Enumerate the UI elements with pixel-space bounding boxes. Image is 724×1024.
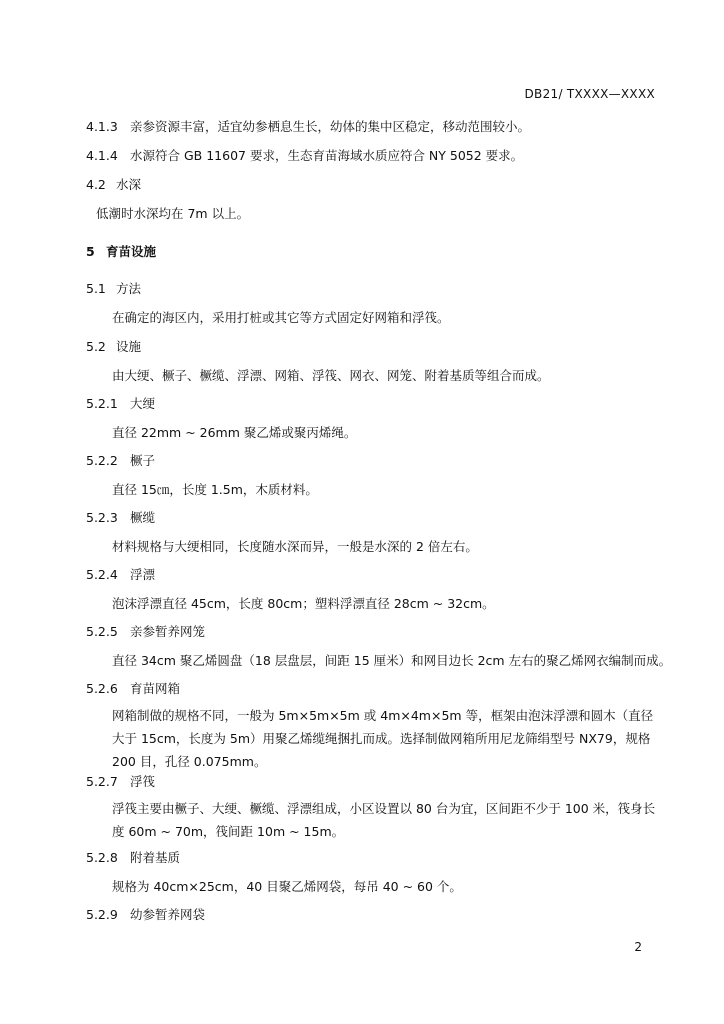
- body-text: 直径 22mm ~ 26mm 聚乙烯或聚丙烯绳。: [112, 425, 357, 440]
- clause-number: 5.2.9: [86, 907, 118, 922]
- clause-number: 4.1.4: [86, 148, 118, 163]
- body-text: 直径 34cm 聚乙烯圆盘（18 层盘层，间距 15 厘米）和网目边长 2cm 左右的聚乙烯网衣编制而成。: [112, 653, 672, 668]
- clause-4-1-4: [86, 148, 656, 164]
- clause-heading: 橛缆: [130, 510, 156, 525]
- clause-number: 5.2.8: [86, 850, 118, 865]
- clause-number: 5.2.6: [86, 681, 118, 696]
- clause-number: 5.2.7: [86, 774, 118, 789]
- clause-4-2: [86, 177, 656, 193]
- clause-5-2-5: [86, 624, 656, 640]
- body-text: 直径 15㎝，长度 1.5m，木质材料。: [112, 482, 318, 497]
- document-code-header: DB21/ TXXXX—XXXX: [524, 87, 655, 101]
- body-text: 由大绠、橛子、橛缆、浮漂、网箱、浮筏、网衣、网笼、附着基质等组合而成。: [112, 368, 550, 383]
- body-text: 泡沫浮漂直径 45cm，长度 80cm；塑料浮漂直径 28cm ~ 32cm。: [112, 596, 495, 611]
- clause-5-2-3: [86, 510, 656, 526]
- clause-5-1: [86, 281, 656, 297]
- clause-number: 4.1.3: [86, 119, 118, 134]
- clause-number: 5.2.2: [86, 453, 118, 468]
- body-text: 材料规格与大绠相同，长度随水深而异，一般是水深的 2 倍左右。: [112, 539, 478, 554]
- clause-heading: 亲参暂养网笼: [130, 624, 206, 639]
- clause-text: 亲参资源丰富，适宜幼参栖息生长，幼体的集中区稳定，移动范围较小。: [130, 119, 531, 134]
- clause-number: 4.2: [86, 177, 106, 192]
- clause-5-2-7: [86, 774, 656, 790]
- clause-number: 5.2.5: [86, 624, 118, 639]
- paragraph-text: 网箱制做的规格不同，一般为 5m×5m×5m 或 4m×4m×5m 等，框架由泡沫浮漂和圆木（直径大于 15cm，长度为 5m）用聚乙烯缆绳捆扎而成。选择制做网箱所用尼龙筛绢型号 NX79，规格 200 目，孔径 0.075mm。: [112, 708, 654, 769]
- clause-heading: 育苗网箱: [130, 681, 181, 696]
- clause-5-2-9: [86, 907, 656, 923]
- clause-heading: 大绠: [130, 396, 156, 411]
- body-text: 低潮时水深均在 7m 以上。: [96, 206, 250, 221]
- clause-heading: 设施: [116, 339, 142, 354]
- clause-heading: 方法: [116, 281, 142, 296]
- clause-heading: 附着基质: [130, 850, 181, 865]
- body-text: 规格为 40cm×25cm，40 目聚乙烯网袋，每吊 40 ~ 60 个。: [112, 879, 462, 894]
- section-5: [86, 244, 656, 260]
- clause-number: 5.2.1: [86, 396, 118, 411]
- clause-5-2-6: [86, 681, 656, 697]
- body-text: 在确定的海区内，采用打桩或其它等方式固定好网箱和浮筏。: [112, 310, 450, 325]
- clause-number: 5.2: [86, 339, 106, 354]
- clause-number: 5.2.3: [86, 510, 118, 525]
- clause-heading: 橛子: [130, 453, 156, 468]
- clause-5-2-1: [86, 396, 656, 412]
- clause-number: 5.2.4: [86, 567, 118, 582]
- section-number: 5: [86, 244, 95, 259]
- clause-5-2: [86, 339, 656, 355]
- paragraph-text: 浮筏主要由橛子、大绠、橛缆、浮漂组成，小区设置以 80 台为宜，区间距不少于 100 米，筏身长度 60m ~ 70m，筏间距 10m ~ 15m。: [112, 801, 656, 839]
- clause-5-2-2: [86, 453, 656, 469]
- clause-heading: 浮筏: [130, 774, 156, 789]
- section-heading: 育苗设施: [106, 244, 157, 259]
- clause-5-2-4: [86, 567, 656, 583]
- clause-heading: 幼参暂养网袋: [130, 907, 206, 922]
- clause-number: 5.1: [86, 281, 106, 296]
- clause-text: 水源符合 GB 11607 要求，生态育苗海域水质应符合 NY 5052 要求。: [130, 148, 524, 163]
- page-number: 2: [634, 940, 642, 954]
- clause-heading: 水深: [116, 177, 142, 192]
- clause-4-1-3: [86, 119, 656, 135]
- clause-5-2-8: [86, 850, 656, 866]
- body-paragraph: [86, 797, 656, 843]
- clause-heading: 浮漂: [130, 567, 156, 582]
- body-paragraph: [86, 704, 656, 773]
